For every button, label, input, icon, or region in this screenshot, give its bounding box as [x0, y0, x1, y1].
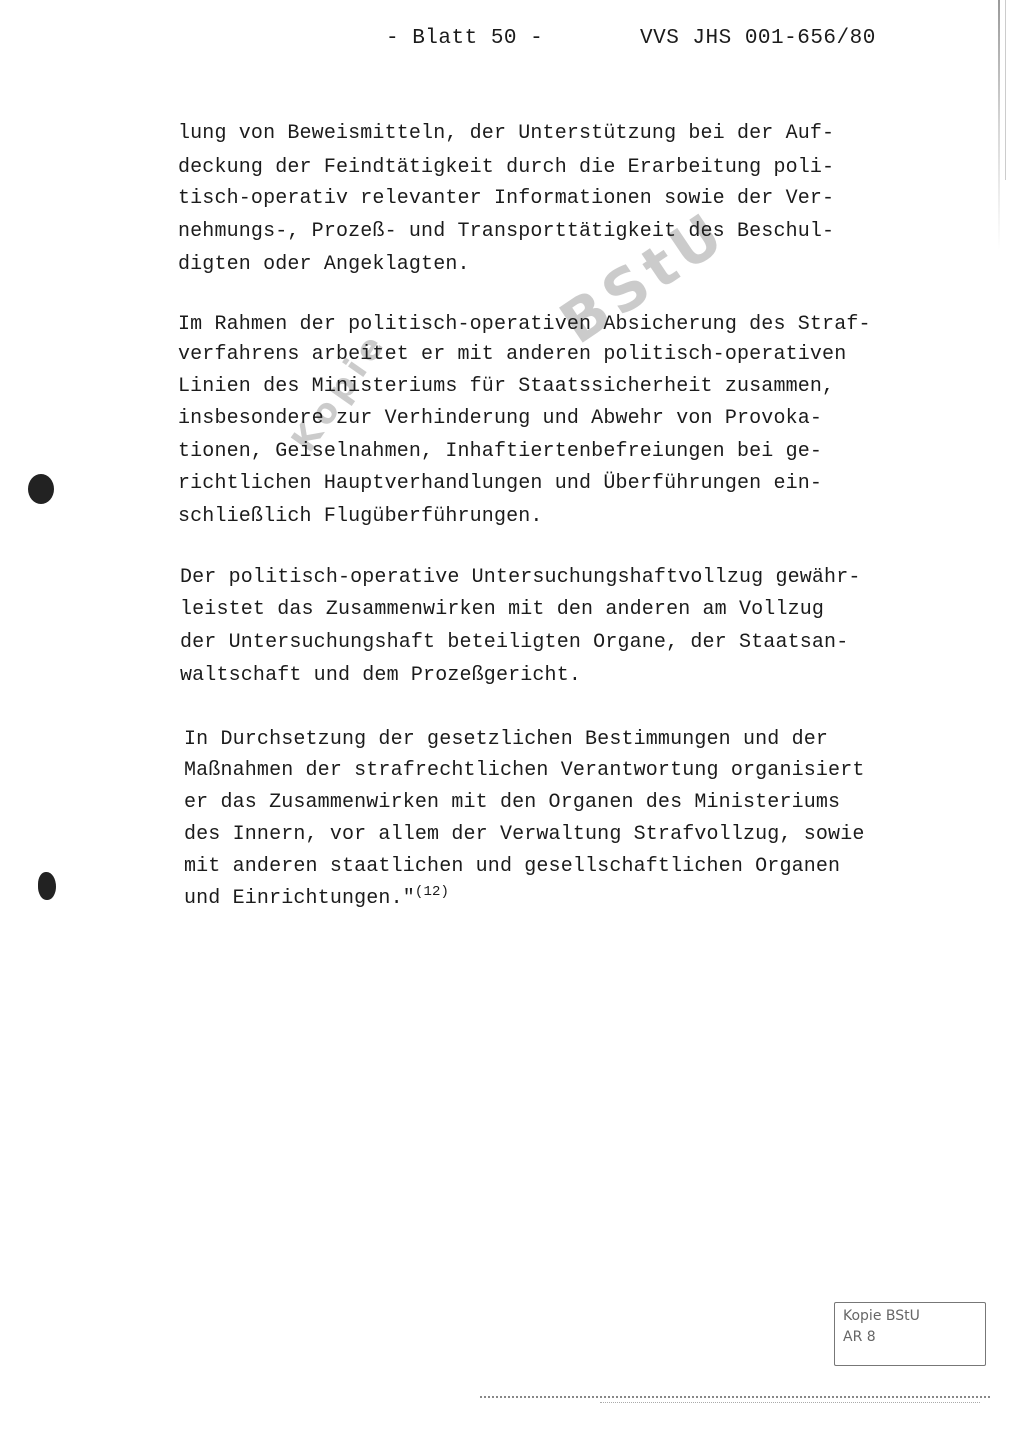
text-line: In Durchsetzung der gesetzlichen Bestimmungen und der — [184, 728, 829, 751]
text-line: Linien des Ministeriums für Staatssicherheit zusammen, — [178, 375, 835, 398]
text-line: verfahrens arbeitet er mit anderen politisch-operativen — [178, 343, 847, 366]
sheet-number: - Blatt 50 - — [386, 27, 544, 50]
kopie-stamp-watermark: Kopie — [283, 323, 396, 460]
footnote-marker: (12) — [414, 884, 450, 900]
punch-hole-icon — [38, 872, 56, 900]
text-line: richtlichen Hauptverhandlungen und Überführungen ein- — [178, 472, 823, 495]
archive-stamp-line: AR 8 — [843, 1329, 876, 1345]
scan-artifact-line — [480, 1396, 990, 1398]
text-line: tisch-operativ relevanter Informationen sowie der Ver- — [178, 187, 835, 210]
archive-stamp-box — [834, 1302, 986, 1366]
text-line: Maßnahmen der strafrechtlichen Verantwortung organisiert — [184, 759, 865, 782]
text-line: tionen, Geiselnahmen, Inhaftiertenbefreiungen bei ge- — [178, 440, 823, 463]
text-line-last — [184, 884, 450, 910]
archive-stamp-line: Kopie BStU — [843, 1308, 920, 1324]
scan-artifact-line — [600, 1402, 980, 1403]
text-line: leistet das Zusammenwirken mit den anderen am Vollzug — [180, 598, 825, 621]
text-line: Der politisch-operative Untersuchungshaftvollzug gewähr- — [180, 566, 861, 589]
text-line: mit anderen staatlichen und gesellschaftlichen Organen — [184, 855, 841, 878]
text-line: nehmungs-, Prozeß- und Transporttätigkeit des Beschul- — [178, 220, 835, 243]
bstu-stamp-watermark: BStU — [548, 197, 740, 358]
text-line: er das Zusammenwirken mit den Organen des Ministeriums — [184, 791, 841, 814]
text-line: Im Rahmen der politisch-operativen Absicherung des Straf- — [178, 313, 871, 336]
text-line: schließlich Flugüberführungen. — [178, 505, 543, 528]
text-line: lung von Beweismitteln, der Unterstützung bei der Auf- — [178, 122, 835, 145]
page-edge-shadow-thin — [1005, 0, 1006, 180]
text-line: der Untersuchungshaft beteiligten Organe, der Staatsan- — [180, 631, 849, 654]
punch-hole-icon — [28, 474, 54, 504]
document-reference: VVS JHS 001-656/80 — [640, 27, 876, 50]
text-line-content: und Einrichtungen." — [184, 887, 415, 910]
text-line: deckung der Feindtätigkeit durch die Erarbeitung poli- — [178, 156, 835, 179]
page-edge-shadow — [998, 0, 1000, 250]
text-line: insbesondere zur Verhinderung und Abwehr von Provoka- — [178, 407, 823, 430]
text-line: waltschaft und dem Prozeßgericht. — [180, 664, 582, 687]
text-line: des Innern, vor allem der Verwaltung Strafvollzug, sowie — [184, 823, 865, 846]
text-line: digten oder Angeklagten. — [178, 253, 470, 276]
